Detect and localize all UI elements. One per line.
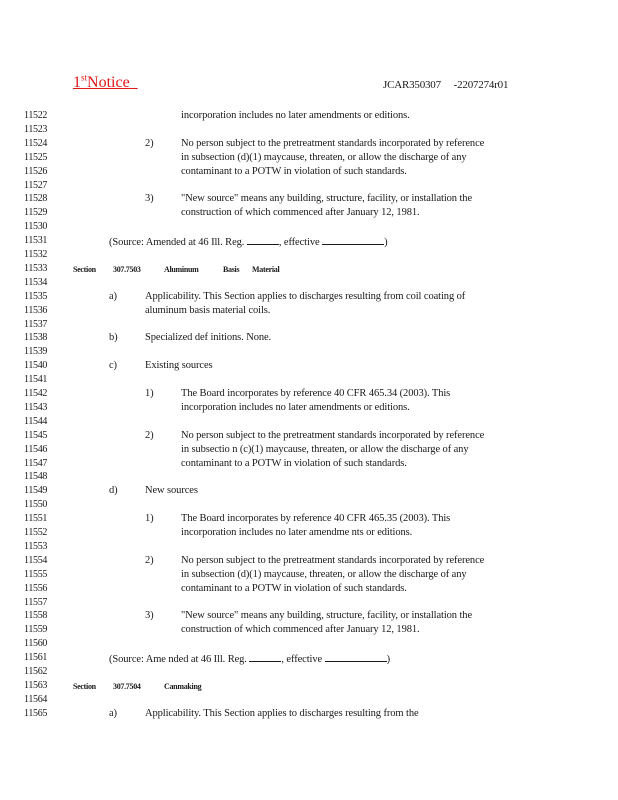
line-number: 11562 [24, 666, 48, 677]
item-marker-1: 1) [145, 388, 154, 399]
text-line-11542: The Board incorporates by reference 40 CFR 465.34 (2003). This [181, 388, 451, 399]
source-note: (Source: Ame nded at 46 Ill. Reg. , effective ) [109, 654, 390, 665]
effective-date-blank [325, 652, 387, 662]
section-number: 307.7503 [113, 265, 141, 274]
effective-date-blank [322, 235, 384, 245]
register-blank [249, 652, 281, 662]
line-number: 11540 [24, 360, 48, 372]
item-marker-2: 2) [145, 430, 154, 441]
text-line-11555: in subsection (d)(1) maycause, threaten, or allow the discharge of any [181, 569, 467, 580]
section-label: Section [73, 682, 96, 691]
line-number: 11560 [24, 638, 48, 650]
item-marker-c: c) [109, 360, 117, 371]
line-number: 11561 [24, 652, 48, 664]
text-line-11546: in subsectio n (c)(1) maycause, threaten, or allow the discharge of any [181, 444, 469, 455]
line-number: 11555 [24, 568, 48, 580]
line-number: 11530 [24, 221, 48, 233]
section-title-word: Aluminum [164, 265, 199, 274]
line-number: 11542 [24, 388, 48, 399]
line-number: 11529 [24, 207, 48, 219]
text-line-11556: contaminant to a POTW in violation of such standards. [181, 583, 407, 594]
text-line-11559: construction of which commenced after January 12, 1981. [181, 624, 420, 635]
line-number: 11527 [24, 179, 48, 191]
line-number: 11543 [24, 401, 48, 413]
text-line-11558: "New source" means any building, structure, facility, or installation the [181, 610, 473, 621]
text-line-11549: New sources [145, 485, 198, 496]
item-marker-3: 3) [145, 193, 154, 204]
line-number: 11548 [24, 471, 48, 483]
text-line-11538: Specialized def initions. None. [145, 332, 272, 343]
item-marker-d: d) [109, 485, 118, 496]
section-title-word: Basis [223, 265, 240, 274]
line-number: 11526 [24, 165, 48, 177]
register-blank [247, 235, 279, 245]
line-number: 11558 [24, 610, 48, 622]
line-number: 11538 [24, 332, 48, 344]
text-line-11547: contaminant to a POTW in violation of such standards. [181, 458, 407, 469]
section-label: Section [73, 265, 96, 274]
line-number: 11534 [24, 276, 48, 288]
line-number: 11532 [24, 249, 48, 260]
line-number: 11554 [24, 554, 48, 566]
line-number: 11551 [24, 513, 48, 525]
item-marker-b: b) [109, 332, 118, 343]
item-marker-2: 2) [145, 138, 154, 149]
text-line-11522: incorporation includes no later amendments or editions. [181, 110, 410, 121]
item-marker-1: 1) [145, 513, 154, 524]
text-line-11554: No person subject to the pretreatment standards incorporated by reference [181, 555, 485, 566]
line-number: 11549 [24, 485, 48, 497]
first-notice-label: 1stNotice [73, 72, 130, 91]
line-number: 11537 [24, 318, 48, 330]
section-title-word: Material [252, 265, 280, 274]
text-line-11529: construction of which commenced after January 12, 1981. [181, 207, 420, 218]
line-number: 11535 [24, 290, 48, 302]
item-marker-a: a) [109, 708, 117, 719]
item-marker-2: 2) [145, 555, 154, 566]
line-number: 11546 [24, 443, 48, 455]
line-number: 11550 [24, 499, 48, 511]
source-note: (Source: Amended at 46 Ill. Reg. , effective ) [109, 237, 388, 248]
line-number: 11539 [24, 346, 48, 358]
line-number: 11553 [24, 540, 48, 552]
line-number: 11563 [24, 679, 48, 691]
text-line-11545: No person subject to the pretreatment standards incorporated by reference [181, 430, 485, 441]
text-line-11524: No person subject to the pretreatment standards incorporated by reference [181, 138, 485, 149]
line-number: 11564 [24, 693, 48, 705]
item-marker-3: 3) [145, 610, 154, 621]
text-line-11552: incorporation includes no later amendme nts or editions. [181, 527, 413, 538]
text-line-11565: Applicability. This Section applies to discharges resulting from the [145, 708, 419, 719]
line-number: 11524 [24, 137, 48, 149]
line-number: 11556 [24, 582, 48, 594]
text-line-11526: contaminant to a POTW in violation of such standards. [181, 166, 407, 177]
item-marker-a: a) [109, 291, 117, 302]
line-number: 11541 [24, 374, 48, 386]
text-line-11525: in subsection (d)(1) maycause, threaten, or allow the discharge of any [181, 152, 467, 163]
text-line-11551: The Board incorporates by reference 40 CFR 465.35 (2003). This [181, 513, 451, 524]
line-number: 11525 [24, 151, 48, 163]
line-number: 11531 [24, 235, 48, 247]
line-number: 11536 [24, 304, 48, 316]
text-line-11543: incorporation includes no later amendments or editions. [181, 402, 410, 413]
line-number: 11544 [24, 415, 48, 427]
line-number: 11545 [24, 429, 48, 441]
line-number: 11528 [24, 193, 48, 205]
line-number: 11533 [24, 262, 48, 274]
text-line-11536: aluminum basis material coils. [145, 305, 271, 316]
line-number: 11523 [24, 123, 48, 135]
section-number: 307.7504 [113, 682, 141, 691]
line-number: 11559 [24, 624, 48, 636]
line-number: 11565 [24, 707, 48, 719]
text-line-11540: Existing sources [145, 360, 213, 371]
section-title-word: Canmaking [164, 682, 202, 691]
line-number: 11552 [24, 527, 48, 538]
line-number: 11557 [24, 596, 48, 608]
document-code: JCAR350307 -2207274r01 [383, 79, 509, 91]
line-number: 11522 [24, 110, 48, 121]
text-line-11528: "New source" means any building, structure, facility, or installation the [181, 193, 473, 204]
text-line-11535: Applicability. This Section applies to discharges resulting from coil coating of [145, 291, 466, 302]
line-number: 11547 [24, 457, 48, 469]
